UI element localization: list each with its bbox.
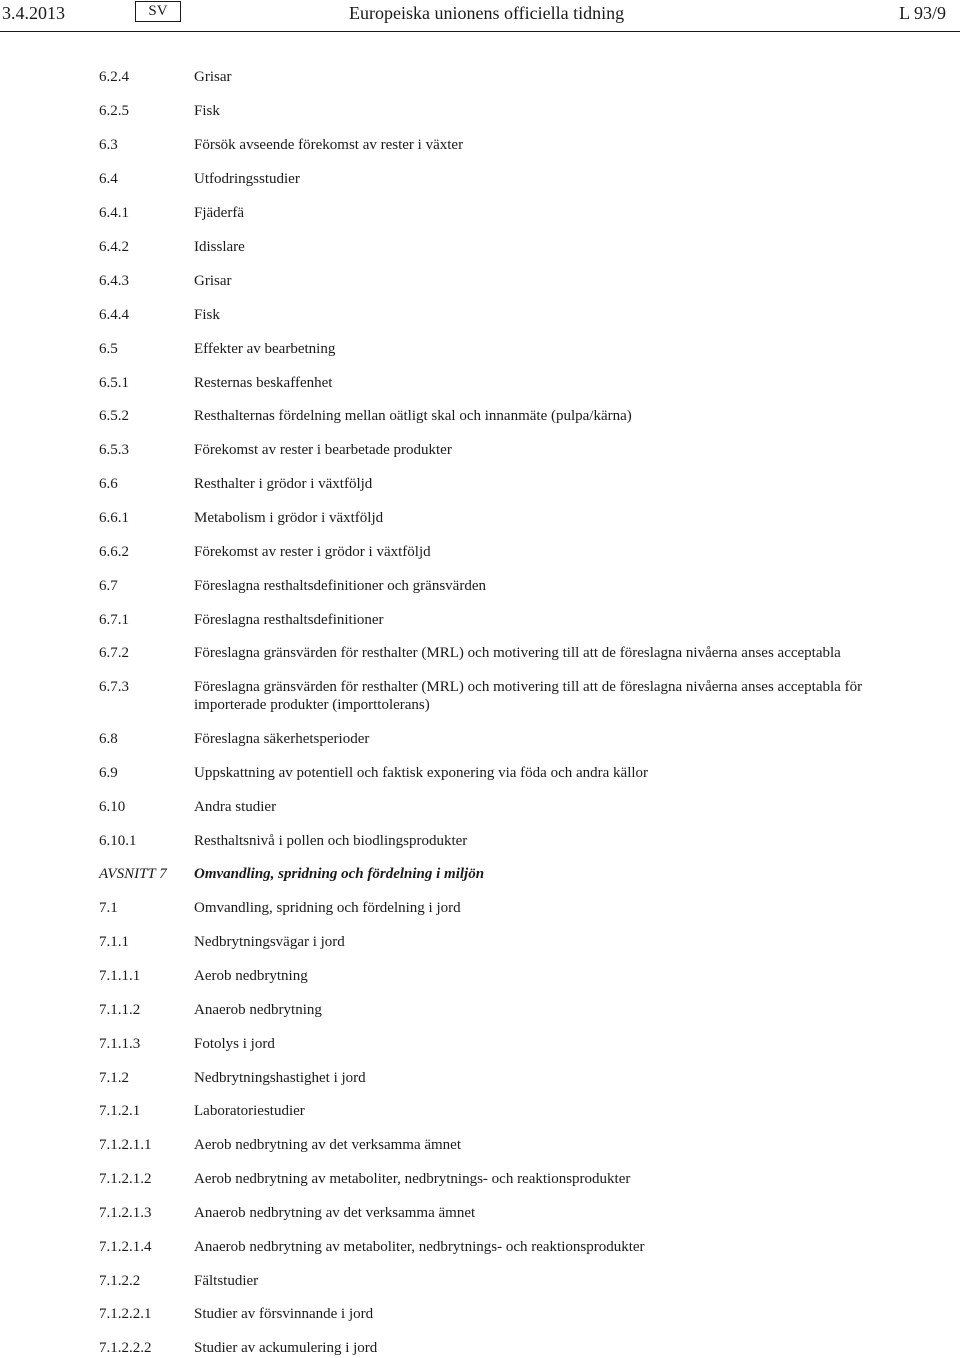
- entry-title: Nedbrytningshastighet i jord: [194, 1070, 366, 1086]
- entry-number: 6.5: [99, 341, 118, 357]
- entry-title: Studier av ackumulering i jord: [194, 1340, 378, 1356]
- entry-number: 6.10: [99, 799, 126, 815]
- publication-date: 3.4.2013: [2, 3, 65, 23]
- entry-number: 7.1.2: [99, 1070, 129, 1086]
- entry-number: 6.10.1: [99, 833, 137, 849]
- journal-title: Europeiska unionens officiella tidning: [349, 3, 625, 23]
- entry-title: Anaerob nedbrytning: [194, 1002, 322, 1018]
- entry-title: Metabolism i grödor i växtföljd: [194, 510, 384, 526]
- entry-number: 7.1.2.2.2: [99, 1340, 152, 1356]
- language-badge: SV: [135, 1, 181, 22]
- entry-number: 6.5.2: [99, 408, 129, 424]
- entry-title: Fotolys i jord: [194, 1036, 275, 1052]
- entry-number: 7.1.2.1.2: [99, 1171, 152, 1187]
- entry-number: 7.1.1: [99, 934, 129, 950]
- entry-number: 7.1.2.2.1: [99, 1306, 152, 1322]
- entry-title: Förekomst av rester i bearbetade produkter: [194, 442, 452, 458]
- entry-title: Aerob nedbrytning av metaboliter, nedbrytnings- och reaktionsprodukter: [194, 1171, 631, 1187]
- entry-number: 6.4.1: [99, 205, 129, 221]
- entry-title: Resthaltsnivå i pollen och biodlingsprodukter: [194, 833, 468, 849]
- entry-title: Nedbrytningsvägar i jord: [194, 934, 345, 950]
- entry-title: Föreslagna resthaltsdefinitioner och gränsvärden: [194, 578, 486, 594]
- entry-number: 7.1.2.1.3: [99, 1205, 152, 1221]
- entry-number: 6.4: [99, 171, 118, 187]
- entry-title: Fisk: [194, 103, 220, 119]
- entry-title: Effekter av bearbetning: [194, 341, 336, 357]
- entry-title: Fjäderfä: [194, 205, 244, 221]
- entry-number: 6.3: [99, 137, 118, 153]
- entry-title: Försök avseende förekomst av rester i växter: [194, 137, 464, 153]
- entry-number: 7.1.2.1: [99, 1103, 141, 1119]
- entry-title: Aerob nedbrytning: [194, 968, 308, 984]
- entry-title: Omvandling, spridning och fördelning i jord: [194, 900, 461, 916]
- entry-number: 7.1.1.2: [99, 1002, 141, 1018]
- entry-number: 6.6.1: [99, 510, 129, 526]
- entry-number: AVSNITT 7: [99, 866, 167, 882]
- entry-title: Förekomst av rester i grödor i växtföljd: [194, 544, 431, 560]
- entry-title: Föreslagna gränsvärden för resthalter (MRL) och motivering till att de föreslagna nivåerna anses acceptabla: [194, 645, 841, 661]
- entry-number: 6.4.2: [99, 239, 129, 255]
- entry-title: Föreslagna resthaltsdefinitioner: [194, 612, 384, 628]
- entry-title: Grisar: [194, 273, 232, 289]
- entry-number: 6.4.3: [99, 273, 129, 289]
- entry-title: Resthalter i grödor i växtföljd: [194, 476, 373, 492]
- entry-number: 6.7.3: [99, 679, 129, 695]
- entry-title: Föreslagna säkerhetsperioder: [194, 731, 370, 747]
- entry-title: Omvandling, spridning och fördelning i miljön: [194, 866, 485, 882]
- page-reference: L 93/9: [899, 3, 946, 23]
- entry-number: 6.4.4: [99, 307, 129, 323]
- entry-title: Fältstudier: [194, 1273, 259, 1289]
- entry-number: 6.2.5: [99, 103, 129, 119]
- entry-number: 6.7.2: [99, 645, 129, 661]
- entry-title: Studier av försvinnande i jord: [194, 1306, 374, 1322]
- entry-number: 7.1.1.3: [99, 1036, 141, 1052]
- entry-number: 6.7.1: [99, 612, 129, 628]
- entry-title: Idisslare: [194, 239, 245, 255]
- entry-title: Resternas beskaffenhet: [194, 375, 333, 391]
- entry-number: 6.8: [99, 731, 118, 747]
- entry-number: 7.1.1.1: [99, 968, 141, 984]
- entry-number: 6.5.3: [99, 442, 129, 458]
- entry-title: Uppskattning av potentiell och faktisk exponering via föda och andra källor: [194, 765, 649, 781]
- entry-number: 7.1.2.2: [99, 1273, 141, 1289]
- entry-number: 6.2.4: [99, 69, 129, 85]
- entry-title: Andra studier: [194, 799, 277, 815]
- entry-number: 6.7: [99, 578, 118, 594]
- entry-title: Anaerob nedbrytning av metaboliter, nedbrytnings- och reaktionsprodukter: [194, 1239, 645, 1255]
- entry-title: Föreslagna gränsvärden för resthalter (MRL) och motivering till att de föreslagna nivåerna anses acceptabla för importerade produkter (importtolerans): [194, 679, 863, 713]
- entry-title: Grisar: [194, 69, 232, 85]
- entry-number: 6.6: [99, 476, 118, 492]
- entry-title: Laboratoriestudier: [194, 1103, 305, 1119]
- entry-number: 7.1.2.1.1: [99, 1137, 152, 1153]
- entry-number: 6.6.2: [99, 544, 129, 560]
- entry-number: 6.5.1: [99, 375, 129, 391]
- entry-title: Resthalternas fördelning mellan oätligt skal och innanmäte (pulpa/kärna): [194, 408, 632, 424]
- entry-title: Anaerob nedbrytning av det verksamma ämnet: [194, 1205, 476, 1221]
- entry-title: Fisk: [194, 307, 220, 323]
- entry-number: 7.1.2.1.4: [99, 1239, 152, 1255]
- entry-title: Aerob nedbrytning av det verksamma ämnet: [194, 1137, 461, 1153]
- entry-number: 7.1: [99, 900, 118, 916]
- entry-title: Utfodringsstudier: [194, 171, 300, 187]
- entry-number: 6.9: [99, 765, 118, 781]
